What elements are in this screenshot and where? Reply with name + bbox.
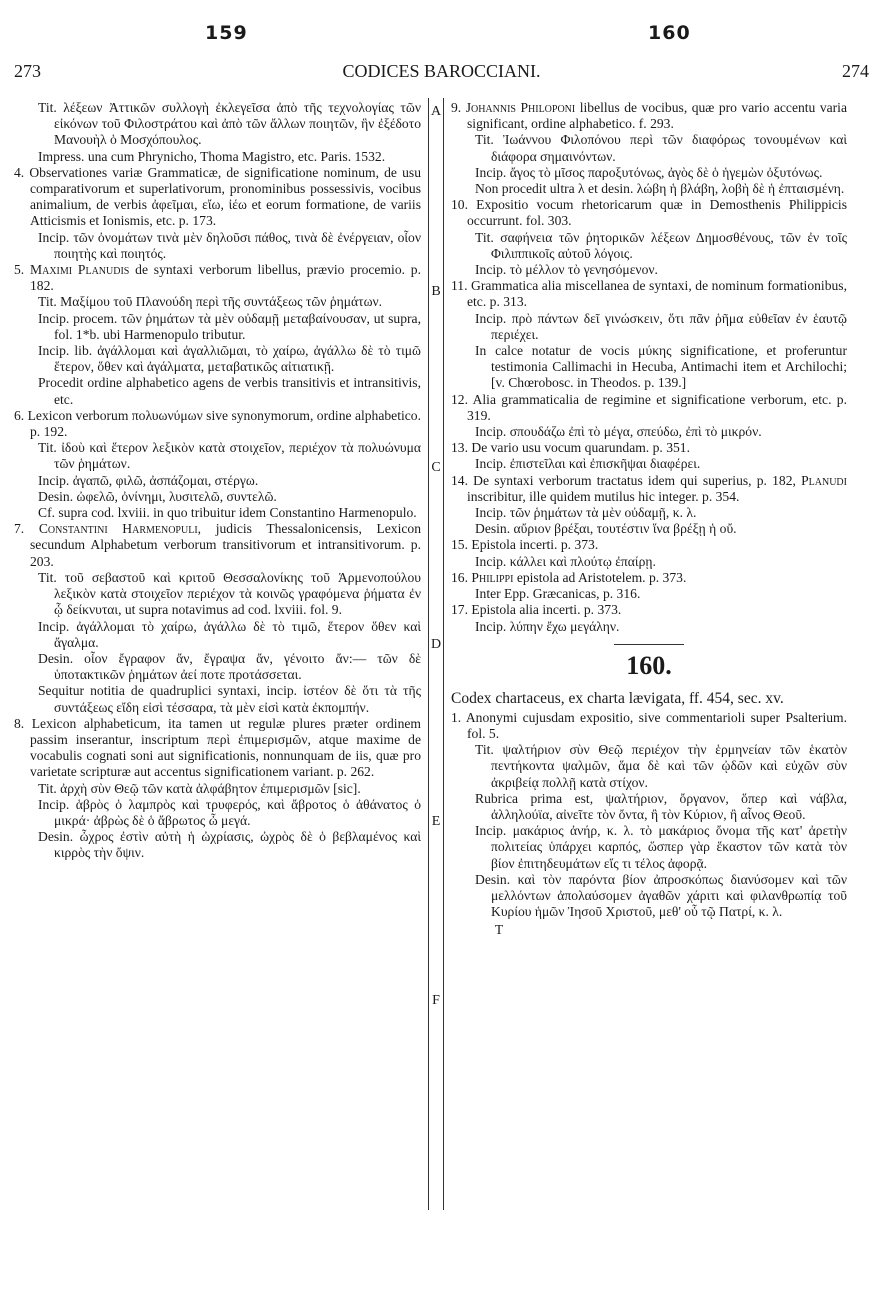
entry-10: 10. Expositio vocum rhetoricarum quæ in Demosthenis Philippicis occurrunt. fol. 303. [451, 197, 847, 229]
author-name: Johannis Philoponi [465, 100, 576, 115]
codex-number: 160. [626, 650, 672, 680]
section-divider [614, 644, 684, 645]
entry-13-incipit: Incip. ἐπιστεῖλαι καὶ ἐπισκῆψαι διαφέρει. [475, 456, 701, 472]
entry-17: 17. Epistola alia incerti. p. 373. [451, 602, 622, 618]
handwritten-page-number-right: 160 [648, 22, 691, 44]
entry-5-incipit-procem: Incip. procem. τῶν ῥημάτων τὰ μὲν οὐδαμῇ μεταβαίνουσαν, ut supra, fol. 1*b. ubi Harmenopulo tributur. [38, 310, 421, 342]
author-name: Constantini Harmenopuli, [38, 521, 202, 537]
entry-160-1-desinit: Desin. καὶ τὸν παρόντα βίον ἀπροσκόπως διανύσομεν καὶ τῶν μελλόντων ἀπολαύσομεν ἀγαθῶν χάριτι καὶ φιλανθρωπίᾳ τοῦ Κυρίου ἡμῶν Ἰησοῦ Χριστοῦ, μεθ' οὗ τῷ Πατρί, κ. λ. [475, 871, 847, 920]
entry-10-incipit: Incip. τὸ μέλλον τὸ γενησόμενον. [475, 262, 658, 278]
entry-6-title: Tit. ἰδοὺ καὶ ἕτερον λεξικὸν κατὰ στοιχεῖον, περιέχον τὰ πολυώνυμα τῶν ῥημάτων. [38, 440, 421, 472]
entry-160-1-incipit: Incip. μακάριος ἀνήρ, κ. λ. τὸ μακάριος ὄνομα τῆς κατ' ἀρετὴν πολιτείας ὑπάρχει καρπός, ὥσπερ γὰρ ἕκαστον τῶν κατὰ τὸν βίον ἐπιτηδευμάτων εἴς τι τέλος ἀφορᾷ. [475, 823, 847, 871]
margin-letter-e: E [431, 814, 441, 829]
entry-14: 14. De syntaxi verborum tractatus idem qui superius, p. 182, Planudi inscribitur, ille quidem mutilus hic integer. p. 354. [451, 472, 847, 504]
page-number-left: 273 [14, 61, 41, 81]
entry-15-incipit: Incip. κάλλει καὶ πλούτῳ ἐπαίρῃ. [475, 553, 656, 569]
entry-4: 4. Observationes variæ Grammaticæ, de significatione nominum, de usu comparativorum et superlativorum, pronominibus possessivis, vocibus animalium, de verbis ἀφεῖμαι, εἴω, ἰέω et eorum formatione, de variis Atticismis et Ionismis, etc. p. 173. [14, 164, 421, 229]
signature-mark: T [494, 922, 504, 938]
entry-6: 6. Lexicon verborum πολυωνύμων sive synonymorum, ordine alphabetico. p. 192. [14, 407, 421, 440]
entry-160-1: 1. Anonymi cujusdam expositio, sive commentarioli super Psalterium. fol. 5. [451, 709, 847, 741]
entry-7-title: Tit. τοῦ σεβαστοῦ καὶ κριτοῦ Θεσσαλονίκης τοῦ Ἁρμενοπούλου λεξικὸν κατὰ στοιχεῖον περιέχον τὰ κοινῶς γραφόμενα ῥήματα ἐν ᾧ δείκνυται, ut supra notavimus ad cod. lxviii. fol. 9. [38, 569, 421, 618]
entry-8-incipit: Incip. ἁβρὸς ὁ λαμπρὸς καὶ τρυφερός, καὶ ἄβροτος ὁ ἀθάνατος ὁ μικρά· ἀβρὼς δὲ ὁ ἄβρωτος ὦ μεγά. [38, 796, 421, 828]
entry-13: 13. De vario usu vocum quarundam. p. 351. [451, 440, 690, 456]
entry-17-incipit: Incip. λύπην ἔχω μεγάλην. [475, 618, 620, 634]
entry-12: 12. Alia grammaticalia de regimine et significatione verborum, etc. p. 319. [451, 391, 847, 423]
entry-16: 16. Philippi epistola ad Aristotelem. p. 373. [451, 569, 687, 585]
running-title: CODICES BAROCCIANI. [342, 61, 541, 81]
entry-6-desinit: Desin. ὠφελῶ, ὀνίνημι, λυσιτελῶ, συντελῶ. [38, 488, 277, 504]
entry-5-note: Procedit ordine alphabetico agens de verbis transitivis et intransitivis, etc. [38, 375, 421, 407]
entry-11-note: In calce notatur de vocis μύκης significatione, et proferuntur testimonia Callimachi in Hecuba, Antimachi item et Archilochi; [v. Chœrobosc. in Theodos. p. 139.] [475, 343, 847, 391]
entry-11: 11. Grammatica alia miscellanea de syntaxi, de nominum formationibus, etc. p. 313. [451, 278, 847, 310]
entry-6-note: Cf. supra cod. lxviii. in quo tribuitur idem Constantino Harmenopulo. [38, 505, 417, 521]
center-margin-rule [428, 98, 444, 1210]
entry-8-title: Tit. ἀρχὴ σὺν Θεῷ τῶν κατὰ ἀλφάβητον ἐπιμερισμῶν [sic]. [38, 780, 361, 796]
page-number-right: 274 [842, 61, 869, 81]
entry-160-1-title: Tit. ψαλτήριον σὺν Θεῷ περιέχον τὴν ἑρμηνείαν τῶν ἑκατὸν πεντήκοντα ψαλμῶν, ἅμα δὲ καὶ τῶν ᾠδῶν καὶ εὐχῶν σὺν ἀκριβείᾳ πολλῇ κατὰ στίχον. [475, 742, 847, 790]
entry-7: 7. Constantini Harmenopuli, judicis Thessalonicensis, Lexicon secundum Alphabetum verborum transitivorum et intransitivorum. p. 203. [14, 521, 422, 569]
entry-5: 5. Maximi Planudis de syntaxi verborum libellus, prævio procemio. p. 182. [14, 262, 422, 294]
entry-160-1-rubrica: Rubrica prima est, ψαλτήριον, ὄργανον, ὅπερ καὶ νάβλα, ἀλληλούϊα, αἰνεῖτε τὸν ὄντα, ἢ τὸν Κύριον, ἢ αἶνος Θεοῦ. [475, 790, 847, 822]
entry-9-title: Tit. Ἰωάννου Φιλοπόνου περὶ τῶν διαφόρως τονουμένων καὶ διάφορα σημαινόντων. [475, 132, 847, 164]
entry-16-note: Inter Epp. Græcanicas, p. 316. [475, 586, 641, 602]
entry-11-incipit: Incip. πρὸ πάντων δεῖ γινώσκειν, ὅτι πᾶν ῥῆμα εὐθεῖαν ἐν ἑαυτῷ περιέχει. [475, 310, 847, 342]
entry-15: 15. Epistola incerti. p. 373. [451, 537, 599, 553]
entry-7-note: Sequitur notitia de quadruplici syntaxi, incip. ἰστέον δὲ ὅτι τὰ τῆς συντάξεως εἴδη εἰσὶ τέσσαρα, τὰ μὲν εἰσὶ κατὰ ἐκπομπήν. [38, 683, 421, 715]
entry-4-incipit: Incip. τῶν ὀνομάτων τινὰ μὲν δηλοῦσι πάθος, τινὰ δὲ ἐνέργειαν, οἷον ποιητὴς καὶ ποιητός. [38, 229, 421, 261]
entry-7-desinit: Desin. οἷον ἔγραφον ἄν, ἔγραψα ἄν, γένοιτο ἄν:— τῶν δὲ ὑποτακτικῶν ῥημάτων ἀεί ποτε προτάσσεται. [38, 650, 421, 683]
handwritten-page-number-left: 159 [205, 22, 248, 44]
entry-5-incipit-lib: Incip. lib. ἀγάλλομαι καὶ ἀγαλλιῶμαι, τὸ χαίρω, ἀγάλλω δὲ τὸ τιμῶ ἕτερον, ὅθεν καὶ ἀγάλματα, μεταβατικῶς αἰτιατικῇ. [38, 343, 421, 375]
entry-9-note: Non procedit ultra λ et desin. λώβη ἡ βλάβη, λοβὴ δὲ ἡ ἐπταισμένη. [475, 181, 845, 197]
entry-5-title: Tit. Μαξίμου τοῦ Πλανούδη περὶ τῆς συντάξεως τῶν ῥημάτων. [38, 294, 383, 310]
margin-letter-d: D [430, 637, 442, 652]
margin-letter-c: C [431, 460, 441, 475]
margin-letter-a: A [430, 104, 442, 119]
left-column [14, 100, 421, 862]
entry-3-title: Tit. λέξεων Ἀττικῶν συλλογὴ ἐκλεγεῖσα ἀπὸ τῆς τεχνολογίας τῶν εἰκόνων τοῦ Φιλοστράτου καὶ ἀπὸ τῶν ἄλλων ποιητῶν, ἣν ἐξέδοτο Μανουὴλ ὁ Μοσχόπουλος. [38, 100, 421, 148]
author-name: Philippi [471, 569, 514, 585]
entry-14-incipit: Incip. τῶν ῥημάτων τὰ μὲν οὐδαμῇ, κ. λ. [475, 505, 697, 521]
entry-7-incipit: Incip. ἀγάλλομαι τὸ χαίρω, ἀγάλλω δὲ τὸ τιμῶ, ἕτερον ὅθεν καὶ ἄγαλμα. [38, 618, 421, 650]
entry-8-desinit: Desin. ὦχρος ἐστὶν αὐτὴ ἡ ὠχρίασις, ὠχρὸς δὲ ὁ βεβλαμένος καὶ κιρρὸς τὴν ὄψιν. [38, 829, 421, 861]
entry-9: 9. Johannis Philoponi libellus de vocibus, quæ pro vario accentu varia significant, ordine alphabetico. f. 293. [451, 100, 847, 132]
author-name: Maximi Planudis [30, 262, 130, 278]
author-name: Planudi [801, 472, 847, 488]
entry-6-incipit: Incip. ἀγαπῶ, φιλῶ, ἀσπάζομαι, στέργω. [38, 472, 259, 488]
margin-letter-b: B [431, 284, 441, 299]
entry-12-incipit: Incip. σπουδάζω ἐπὶ τὸ μέγα, σπεύδω, ἐπὶ τὸ μικρόν. [475, 424, 762, 440]
entry-10-title: Tit. σαφήνεια τῶν ῥητορικῶν λέξεων Δημοσθένους, τῶν ἐν τοῖς Φιλιππικοῖς αὐτοῦ λόγοις. [475, 229, 847, 261]
right-column [451, 100, 847, 939]
entry-3-impress: Impress. una cum Phrynicho, Thoma Magistro, etc. Paris. 1532. [38, 148, 386, 164]
codex-description: Codex chartaceus, ex charta lævigata, ff. 454, sec. xv. [451, 689, 784, 707]
entry-8: 8. Lexicon alphabeticum, ita tamen ut regulæ plures præter ordinem passim inserantur, inscriptum περὶ ἐπιμερισμῶν, atque maxime de vocabulis cognati soni aut significationis, nonnunquam de iis, quæ pro varietate scripturæ aut accentus significationem variant. p. 262. [14, 715, 421, 780]
margin-letter-f: F [432, 993, 440, 1008]
entry-14-desinit: Desin. αὔριον βρέξαι, τουτέστιν ἵνα βρέξῃ ἡ οὔ. [475, 521, 737, 537]
entry-9-incipit: Incip. ἄγος τὸ μῖσος παροξυτόνως, ἀγὸς δὲ ὁ ἡγεμὼν ὀξυτόνως. [475, 164, 823, 180]
